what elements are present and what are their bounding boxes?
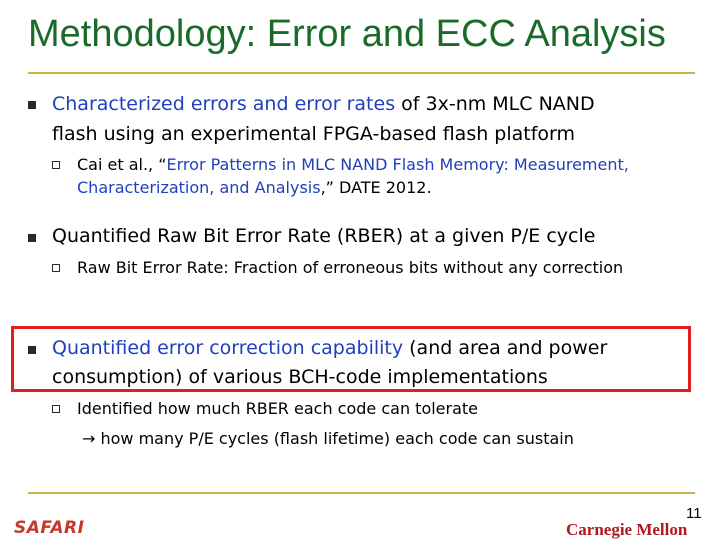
reference-line-1 [77,154,707,175]
reference-suffix: ,” DATE 2012. [320,178,432,197]
bullet-3-arrow-text: how many P/E cycles (flash lifetime) each code can sustain [95,429,574,448]
bullet-2-sub-text: Raw Bit Error Rate: Fraction of erroneous bits without any correction [77,258,624,277]
reference-link-part-2[interactable]: Characterization, and Analysis [77,178,321,197]
sub-bullet-1-marker [52,161,60,169]
bullet-3-marker [28,346,36,354]
bullet-3-highlight: Quantified error correction capability [52,337,404,359]
bullet-1-line-2: flash using an experimental FPGA-based flash platform [52,123,576,145]
bullet-2-marker [28,234,36,242]
sub-bullet-2-marker [52,264,60,272]
bullet-3-arrow-line [82,428,707,449]
page-number: 11 [686,505,702,522]
safari-logo: SAFARI [14,518,85,538]
bullet-1-marker [28,101,36,109]
carnegie-mellon-logo: Carnegie Mellon [566,520,688,539]
reference-prefix: Cai et al., “ [77,155,167,174]
bullet-2-text: Quantified Raw Bit Error Rate (RBER) at a given P/E cycle [52,225,596,247]
bullet-3-line-2: consumption) of various BCH-code implementations [52,366,548,388]
bullet-3-sub-text: Identified how much RBER each code can tolerate [77,399,479,418]
slide-title: Methodology: Error and ECC Analysis [28,13,666,55]
reference-link-part-1[interactable]: Error Patterns in MLC NAND Flash Memory: Measurement, [166,155,629,174]
bullet-1-highlight: Characterized errors and error rates [52,93,396,115]
bullet-3-line-1 [52,334,682,363]
bullet-1-rest: of 3x-nm MLC NAND [395,93,595,115]
bullet-3-rest: (and area and power [403,337,608,359]
footer-divider [28,492,695,494]
reference-line-2 [77,177,707,198]
sub-bullet-3-marker [52,405,60,413]
right-arrow-icon: → [82,429,96,448]
title-divider [28,72,695,74]
bullet-1-line-1 [52,90,702,119]
